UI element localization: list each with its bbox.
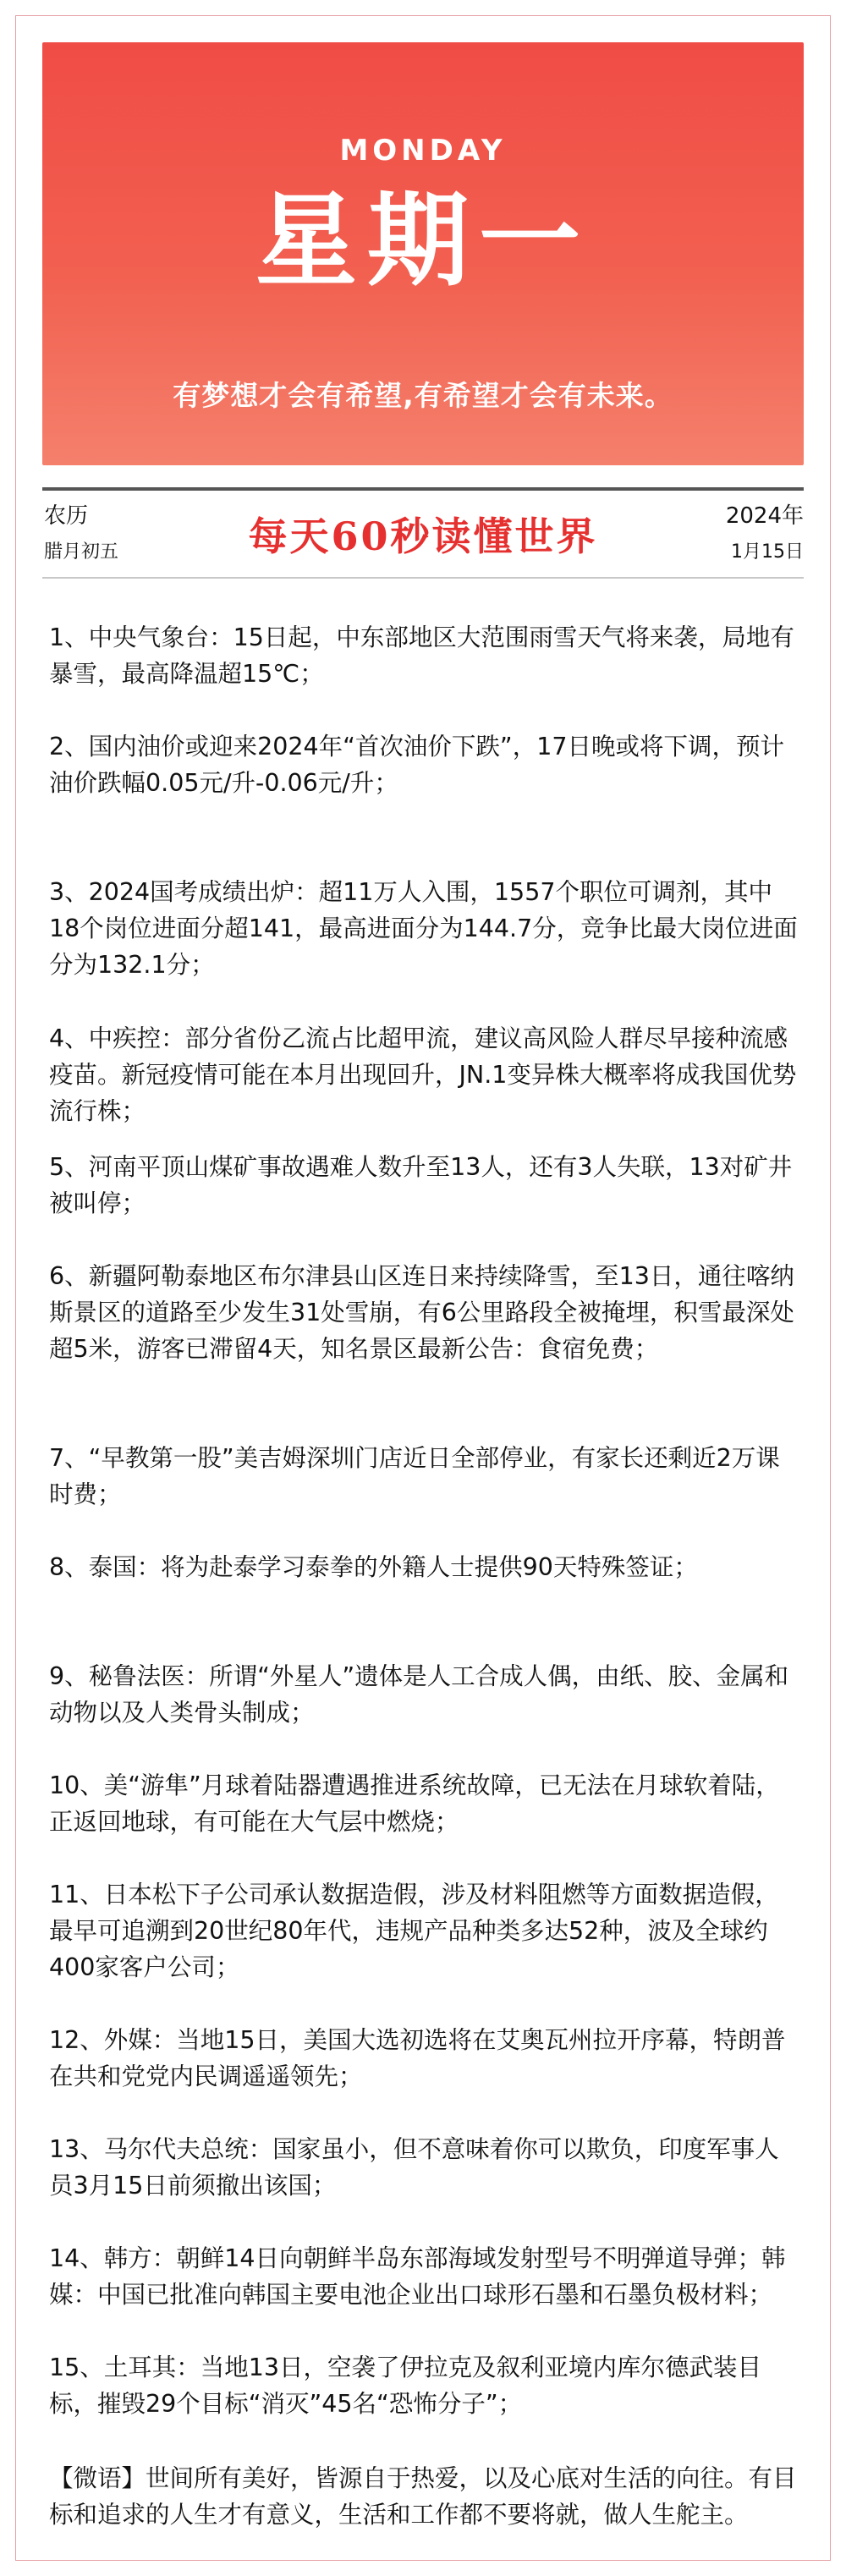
news-item-8: 8、泰国：将为赴泰学习泰拳的外籍人士提供90天特殊签证； bbox=[49, 1553, 698, 1581]
news-item-5: 5、河南平顶山煤矿事故遇难人数升至13人，还有3人失联，13对矿井被叫停； bbox=[49, 1153, 793, 1217]
year-label: 2024年 bbox=[725, 503, 804, 529]
news-item-12: 12、外媒：当地15日，美国大选初选将在艾奥瓦州拉开序幕，特朗普在共和党党内民调遥遥领先； bbox=[49, 2026, 786, 2090]
news-item-14: 14、韩方：朝鲜14日向朝鲜半岛东部海域发射型号不明弹道导弹；韩媒：中国已批准向韩国主要电池企业出口球形石墨和石墨负极材料； bbox=[49, 2244, 786, 2309]
lunar-label: 农历 bbox=[44, 503, 89, 529]
weekday-chinese: 星期一 bbox=[255, 181, 591, 300]
page-title: 每天60秒读懂世界 bbox=[248, 514, 598, 559]
banner-motto: 有梦想才会有希望,有希望才会有未来。 bbox=[173, 379, 673, 412]
daily-quote: 【微语】世间所有美好，皆源自于热爱，以及心底对生活的向往。有目标和追求的人生才有意义，生活和工作都不要将就，做人生舵主。 bbox=[49, 2464, 797, 2529]
header-divider-bottom bbox=[42, 577, 804, 579]
news-item-9: 9、秘鲁法医：所谓“外星人”遗体是人工合成人偶，由纸、胶、金属和动物以及人类骨头制成； bbox=[49, 1662, 789, 1727]
lunar-date: 腊月初五 bbox=[44, 541, 119, 563]
news-item-3: 3、2024国考成绩出炉：超11万人入围，1557个职位可调剂，其中18个岗位进面分超141，最高进面分为144.7分，竞争比最大岗位进面分为132.1分； bbox=[49, 878, 798, 979]
news-item-10: 10、美“游隼”月球着陆器遭遇推进系统故障，已无法在月球软着陆，正返回地球，有可能在大气层中燃烧； bbox=[49, 1771, 780, 1836]
weekday-english: MONDAY bbox=[339, 134, 507, 168]
news-item-7: 7、“早教第一股”美吉姆深圳门店近日全部停业，有家长还剩近2万课时费； bbox=[49, 1444, 780, 1508]
header-divider-top bbox=[42, 487, 804, 491]
news-item-1: 1、中央气象台：15日起，中东部地区大范围雨雪天气将来袭，局地有暴雪，最高降温超15℃； bbox=[49, 623, 794, 688]
news-item-11: 11、日本松下子公司承认数据造假，涉及材料阻燃等方面数据造假，最早可追溯到20世纪80年代，违规产品种类多达52种，波及全球约400家客户公司； bbox=[49, 1881, 779, 1981]
news-item-15: 15、土耳其：当地13日，空袭了伊拉克及叙利亚境内库尔德武装目标，摧毁29个目标“消灭”45名“恐怖分子”； bbox=[49, 2354, 762, 2418]
month-day-label: 1月15日 bbox=[731, 541, 804, 563]
news-item-13: 13、马尔代夫总统：国家虽小，但不意味着你可以欺负，印度军事人员3月15日前须撤出该国； bbox=[49, 2135, 779, 2200]
news-item-2: 2、国内油价或迎来2024年“首次油价下跌”，17日晚或将下调，预计油价跌幅0.05元/升-0.06元/升； bbox=[49, 733, 784, 797]
weekday-banner bbox=[42, 42, 804, 465]
news-item-4: 4、中疾控：部分省份乙流占比超甲流，建议高风险人群尽早接种流感疫苗。新冠疫情可能在本月出现回升，JN.1变异株大概率将成我国优势流行株； bbox=[49, 1024, 797, 1125]
news-item-6: 6、新疆阿勒泰地区布尔津县山区连日来持续降雪，至13日，通往喀纳斯景区的道路至少发生31处雪崩，有6公里路段全被掩埋，积雪最深处超5米，游客已滞留4天，知名景区最新公告：食宿免费； bbox=[49, 1262, 794, 1363]
